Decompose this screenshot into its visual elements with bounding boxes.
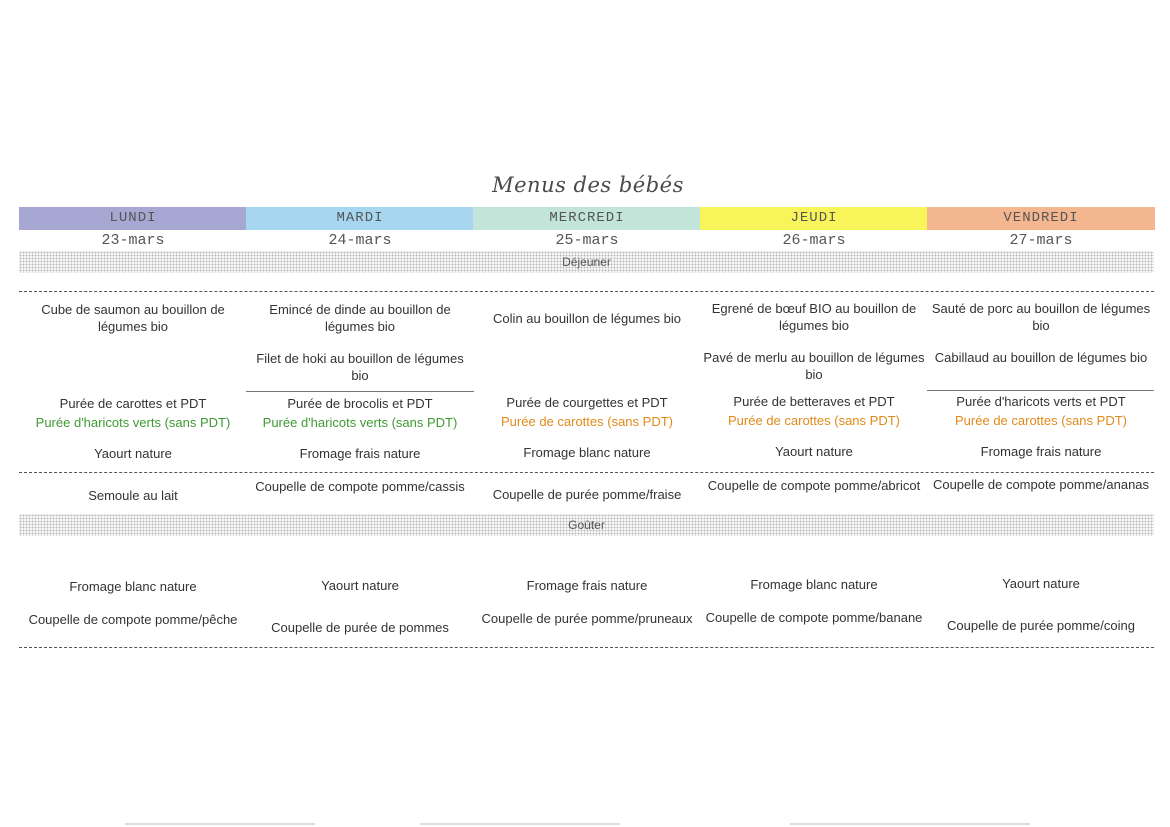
lunch-main-monday: Cube de saumon au bouillon de légumes bio	[41, 302, 225, 334]
lunch-main-friday: Sauté de porc au bouillon de légumes bio	[931, 301, 1151, 333]
lunch-puree-monday: Purée de carottes et PDT	[59, 396, 207, 411]
day-header-tuesday: MARDI	[246, 207, 474, 230]
scan-line-middle	[420, 823, 620, 825]
lunch-main-wednesday: Colin au bouillon de légumes bio	[493, 311, 681, 326]
snack-fruit-wednesday: Coupelle de purée pomme/pruneaux	[481, 611, 693, 626]
snack-dairy-friday: Yaourt nature	[1002, 576, 1080, 591]
lunch-dessert-thursday: Coupelle de compote pomme/abricot	[707, 478, 921, 493]
snack-bottom-rule	[19, 647, 1154, 648]
snack-fruit-monday: Coupelle de compote pomme/pêche	[28, 612, 238, 627]
lunch-puree-alt-monday: Purée d'haricots verts (sans PDT)	[35, 415, 231, 430]
lunch-dessert-monday: Semoule au lait	[88, 488, 178, 503]
lunch-puree-tuesday: Purée de brocolis et PDT	[287, 396, 433, 411]
snack-fruit-friday: Coupelle de purée pomme/coing	[947, 618, 1135, 633]
lunch-puree-alt-thursday: Purée de carottes (sans PDT)	[728, 413, 900, 428]
scan-line-right	[790, 823, 1030, 825]
day-date-monday: 23-mars	[101, 232, 165, 249]
lunch-section-band	[19, 251, 1154, 273]
day-date-tuesday: 24-mars	[328, 232, 392, 249]
snack-fruit-tuesday: Coupelle de purée de pommes	[271, 620, 449, 635]
lunch-puree-friday: Purée d'haricots verts et PDT	[956, 394, 1126, 409]
day-date-thursday: 26-mars	[782, 232, 846, 249]
day-date-friday: 27-mars	[1009, 232, 1073, 249]
day-header-thursday: JEUDI	[700, 207, 928, 230]
lunch-dairy-tuesday: Fromage frais nature	[299, 446, 421, 461]
day-date-wednesday: 25-mars	[555, 232, 619, 249]
snack-section-band	[19, 514, 1154, 536]
lunch-top-rule	[19, 291, 1154, 292]
lunch-main-tuesday: Emincé de dinde au bouillon de légumes bio	[269, 302, 451, 334]
lunch-main-thursday: Egrené de bœuf BIO au bouillon de légumes bio	[711, 301, 917, 333]
friday-sub-rule	[927, 390, 1154, 391]
lunch-section-label: Déjeuner	[562, 255, 611, 269]
lunch-puree-alt-wednesday: Purée de carottes (sans PDT)	[501, 414, 673, 429]
tuesday-sub-rule	[246, 391, 474, 392]
lunch-puree-alt-tuesday: Purée d'haricots verts (sans PDT)	[262, 415, 458, 430]
lunch-puree-alt-friday: Purée de carottes (sans PDT)	[955, 413, 1127, 428]
lunch-dairy-monday: Yaourt nature	[94, 446, 172, 461]
lunch-dessert-tuesday: Coupelle de compote pomme/cassis	[255, 479, 465, 494]
snack-fruit-thursday: Coupelle de compote pomme/banane	[705, 610, 923, 625]
day-header-friday: VENDREDI	[927, 207, 1155, 230]
snack-section-label: Goûter	[568, 518, 605, 532]
snack-dairy-thursday: Fromage blanc nature	[750, 577, 878, 592]
lunch-dessert-wednesday: Coupelle de purée pomme/fraise	[492, 487, 682, 502]
page-title: Menus des bébés	[492, 173, 684, 197]
snack-dairy-wednesday: Fromage frais nature	[526, 578, 648, 593]
lunch-puree-wednesday: Purée de courgettes et PDT	[506, 395, 668, 410]
day-header-wednesday: MERCREDI	[473, 207, 701, 230]
lunch-alt-thursday: Pavé de merlu au bouillon de légumes bio	[703, 350, 925, 382]
lunch-puree-thursday: Purée de betteraves et PDT	[733, 394, 895, 409]
lunch-dessert-rule	[19, 472, 1154, 473]
day-header-monday: LUNDI	[19, 207, 247, 230]
snack-dairy-tuesday: Yaourt nature	[321, 578, 399, 593]
lunch-dairy-wednesday: Fromage blanc nature	[523, 445, 651, 460]
lunch-dairy-friday: Fromage frais nature	[980, 444, 1102, 459]
snack-dairy-monday: Fromage blanc nature	[69, 579, 197, 594]
scan-line-left	[125, 823, 315, 825]
lunch-alt-tuesday: Filet de hoki au bouillon de légumes bio	[256, 351, 464, 383]
lunch-dessert-friday: Coupelle de compote pomme/ananas	[932, 477, 1150, 492]
lunch-alt-friday: Cabillaud au bouillon de légumes bio	[934, 350, 1148, 365]
lunch-dairy-thursday: Yaourt nature	[775, 444, 853, 459]
